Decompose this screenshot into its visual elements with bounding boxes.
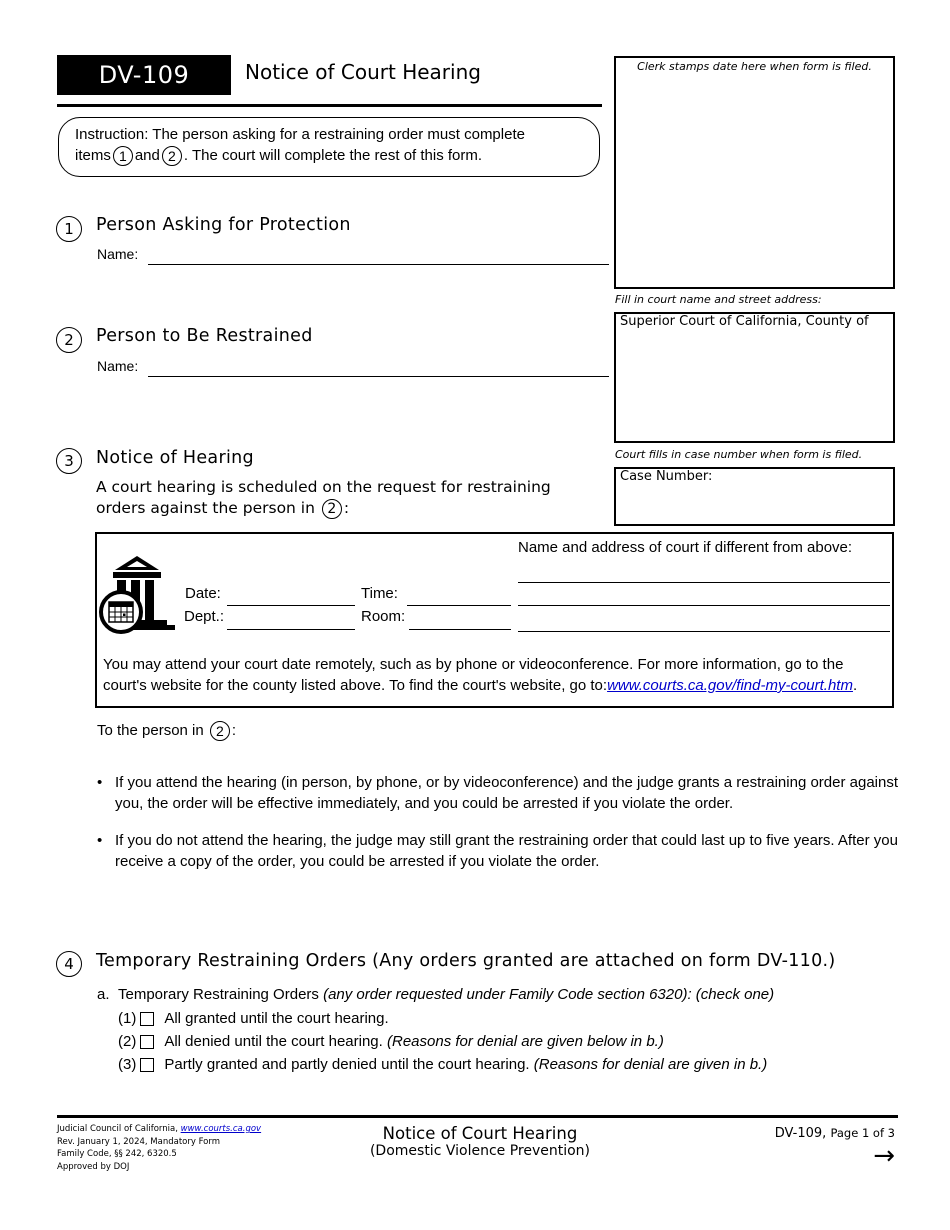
item-3-description [96,477,551,519]
item-1-name-label: Name: [97,246,139,262]
item-number-2: 2 [56,327,82,353]
item-ref-1: 1 [113,146,133,166]
option-number: (3) [118,1056,137,1073]
remote-text-line: You may attend your court date remotely, such as by phone or videoconference. For more information, go to the [103,656,844,673]
item-3-heading: Notice of Hearing [96,448,254,468]
item-ref-2: 2 [210,721,230,741]
clerk-stamp-box [614,56,895,289]
alt-court-input-line-3[interactable] [518,631,890,632]
to-person-end: : [231,722,237,739]
option-row-3 [118,1053,767,1076]
footer-rule [57,1115,898,1118]
warning-bullet: • If you do not attend the hearing, the judge may still grant the restraining order that could last up to five years. After you receive a copy of the order, you could be arrested if you violate the order. [97,830,905,872]
courthouse-calendar-icon [99,554,181,634]
court-name-value: Superior Court of California, County of [620,314,869,329]
item-3-desc-line: A court hearing is scheduled on the request for restraining [96,478,551,496]
item-4-heading: Temporary Restraining Orders (Any orders granted are attached on form DV-110.) [96,951,836,971]
instruction-text: . The court will complete the rest of this form. [183,147,483,164]
warning-bullet: • If you attend the hearing (in person, by phone, or by videoconference) and the judge grants a restraining order against you, the order will be effective immediately, and you could be arrested if you violate the order. [97,772,905,814]
page-indicator [775,1126,895,1141]
case-box-caption: Court fills in case number when form is filed. [615,448,863,461]
footer-council: Judicial Council of California, [57,1124,178,1134]
footer-revision: Rev. January 1, 2024, Mandatory Form [57,1136,221,1147]
date-label: Date: [185,585,221,602]
courts-website-link[interactable]: www.courts.ca.gov [180,1124,262,1134]
court-name-field[interactable] [614,312,895,443]
alt-court-label: Name and address of court if different from above: [518,539,853,556]
option-number: (2) [118,1033,137,1050]
item-number-4: 4 [56,951,82,977]
room-label: Room: [361,608,406,625]
form-title: Notice of Court Hearing [245,60,481,84]
footer-subtitle: (Domestic Violence Prevention) [369,1143,591,1159]
option-number: (1) [118,1010,137,1027]
item-4a-label [97,983,774,1006]
header-rule [57,104,602,107]
item-ref-2: 2 [322,499,342,519]
footer-code: Family Code, §§ 242, 6320.5 [57,1149,177,1159]
item-3-desc-line: orders against the person in [96,499,315,517]
instruction-text: The person asking for a restraining order must complete [152,126,525,143]
footer-metadata [57,1123,261,1173]
footer-approved: Approved by DOJ [57,1161,130,1172]
item-1-heading: Person Asking for Protection [96,215,351,235]
option-text: All granted until the court hearing. [164,1010,389,1027]
find-my-court-link[interactable]: www.courts.ca.gov/find-my-court.htm [607,677,853,694]
instruction-box [58,117,600,177]
remote-attendance-text [103,654,893,696]
alt-court-input-line-1[interactable] [518,582,890,583]
option-1-checkbox[interactable] [140,1012,154,1026]
item-ref-2: 2 [162,146,182,166]
hearing-details-box [95,532,894,708]
instruction-text: and [134,147,160,164]
case-number-field[interactable] [614,467,895,526]
date-input[interactable] [227,605,355,606]
alt-court-input-line-2[interactable] [518,605,890,606]
instruction-label: Instruction: [75,126,149,143]
footer-form-ref: DV-109, [774,1126,827,1141]
remote-text-line: court's website for the county listed above. To find the court's website, go to: [103,677,608,694]
dept-label: Dept.: [184,608,225,625]
item-2-heading: Person to Be Restrained [96,326,313,346]
time-input[interactable] [407,605,511,606]
item-2-name-label: Name: [97,358,139,374]
option-row-1 [118,1007,389,1030]
footer-title: Notice of Court Hearing [382,1124,578,1143]
item-3-desc-end: : [343,499,350,517]
option-text: Partly granted and partly denied until the court hearing. [164,1056,530,1073]
option-text: All denied until the court hearing. [164,1033,383,1050]
to-person-text: To the person in [97,722,204,739]
court-box-caption: Fill in court name and street address: [615,293,822,306]
item-number-1: 1 [56,216,82,242]
time-label: Time: [361,585,398,602]
item-4a-letter: a. [97,986,110,1003]
next-page-arrow-icon[interactable]: → [873,1141,895,1171]
option-note: (Reasons for denial are given in b.) [533,1056,768,1073]
item-2-name-input[interactable] [148,376,609,377]
option-note: (Reasons for denial are given below in b.) [387,1033,664,1050]
footer-title-block [330,1124,630,1159]
form-id-badge: DV-109 [57,55,231,95]
item-number-3: 3 [56,448,82,474]
item-4a-title: Temporary Restraining Orders [118,986,319,1003]
instruction-text: items [75,147,111,164]
item-4a-note: (any order requested under Family Code section 6320): (check one) [323,986,775,1003]
remote-text-end: . [852,677,858,694]
to-person-label [97,720,236,741]
case-number-label: Case Number: [620,469,713,484]
page-number: Page 1 of 3 [830,1126,895,1140]
option-2-checkbox[interactable] [140,1035,154,1049]
dept-input[interactable] [227,629,355,630]
option-3-checkbox[interactable] [140,1058,154,1072]
option-row-2 [118,1030,664,1053]
clerk-stamp-label: Clerk stamps date here when form is filed. [637,60,872,73]
room-input[interactable] [409,629,511,630]
item-1-name-input[interactable] [148,264,609,265]
